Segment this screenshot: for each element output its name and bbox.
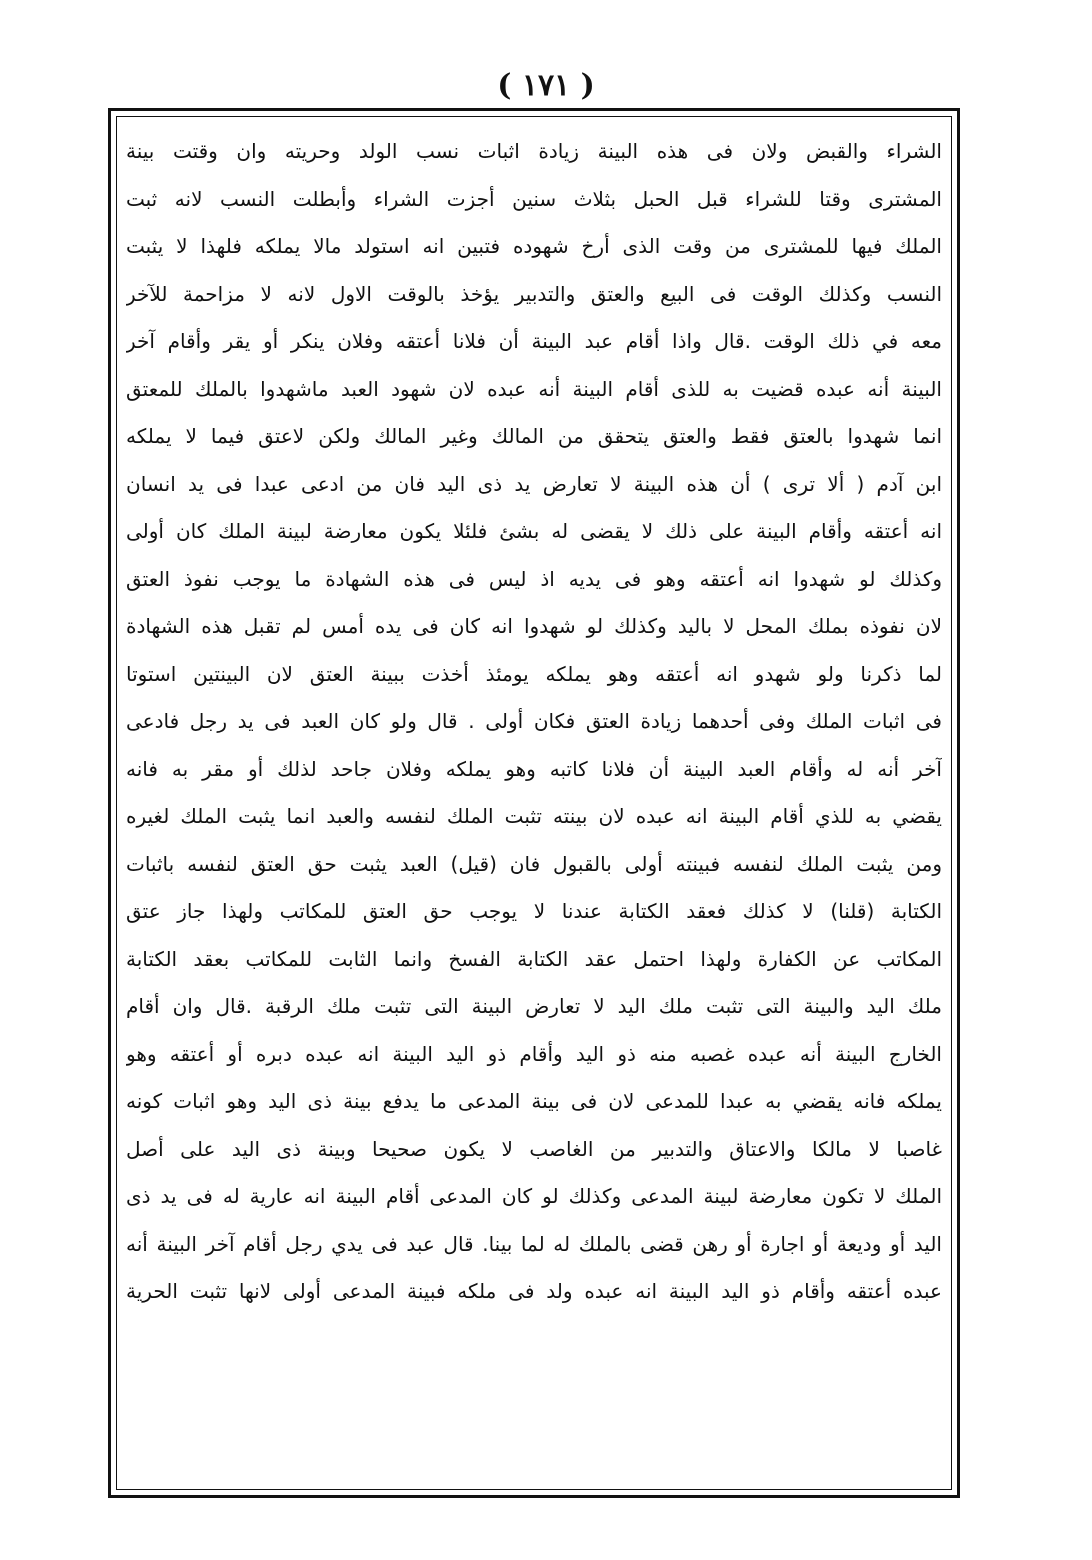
text-line: انه أعتقه وأقام البينة على ذلك لا يقضى له بشئ فلئلا يكون معارضة لبينة الملك كان أولى (126, 519, 942, 543)
text-line: يملكه فانه يقضي به عبدا للمدعى لان فى بينة المدعى ما يدفع بينة ذى اليد وهو اثبات كونه (126, 1089, 942, 1113)
text-line: ملك اليد والبينة التى تثبت ملك اليد لا تعارض البينة التى تثبت ملك الرقبة .قال وان أقام (126, 994, 942, 1018)
text-line: آخر أنه له وأقام العبد البينة أن فلانا كاتبه وهو يملكه وفلان جاحد لذلك أو مقر به فانه (126, 756, 942, 781)
text-line: وكذلك لو شهدوا انه أعتقه وهو فى يديه اذ ليس فى هذه الشهادة ما يوجب نفوذ العتق (126, 566, 942, 591)
text-line: الملك لا تكون معارضة لبينة المدعى وكذلك لو كان المدعى أقام البينة انه عارية له فى يد ذى (126, 1184, 942, 1208)
text-line: لان نفوذه بملك المحل لا باليد وكذلك لو شهدوا انه كان فى يده أمس لم تقبل هذه الشهادة (126, 614, 942, 638)
text-line: انما شهدوا بالعتق فقط والعتق يتحقق من المالك وغير المالك ولكن لاعتق فيما لا يملكه (126, 424, 942, 448)
text-line: عبده أعتقه وأقام ذو اليد البينة انه عبده ولد فى ملكه فبينة المدعى أولى لانها تثبت الحرية (126, 1279, 942, 1303)
text-line: يقضي به للذي أقام البينة انه عبده لان بينته تثبت الملك لنفسه والعبد انما يثبت الملك لغيره (126, 804, 942, 828)
text-line: الملك فيها للمشترى من وقت الذى أرخ شهوده فتبين انه استولد مالا يملكه فلهذا لا يثبت (126, 234, 942, 258)
text-line: غاصبا لا مالكا والاعتاق والتدبير من الغاصب لا يكون صحيحا وبينة ذى اليد على أصل (126, 1136, 942, 1161)
text-line: فى اثبات الملك وفى أحدهما زيادة العتق فكان أولى . قال ولو كان العبد فى يد رجل فادعى (126, 709, 942, 733)
text-line: الخارج البينة أنه عبده غصبه منه ذو اليد وأقام ذو اليد البينة انه عبده دبره أو أعتقه وهو (126, 1041, 942, 1066)
text-line: معه في ذلك الوقت .قال واذا أقام عبد البينة أن فلانا أعتقه وفلان ينكر أو يقر وأقام آخر (126, 329, 942, 353)
text-line: المشترى وقتا للشراء قبل الحبل بثلاث سنين أجزت الشراء وأبطلت النسب لانه ثبت (126, 186, 942, 211)
text-line: المكاتب عن الكفارة ولهذا احتمل عقد الكتابة الفسخ وانما الثابت للمكاتب بعقد الكتابة (126, 946, 942, 971)
text-line: اليد أو وديعة أو اجارة أو رهن قضى بالملك له لما بينا. قال عبد فى يدي رجل أقام آخر البينة أنه (126, 1231, 942, 1256)
text-line: البينة أنه عبده قضيت به للذى أقام البينة أنه عبده لان شهود العبد ماشهدوا بالملك للمعتق (126, 376, 942, 401)
page-number: ( ١٧١ ) (497, 68, 595, 103)
text-line: ومن يثبت الملك لنفسه فبينته أولى بالقبول فان (قيل) العبد يثبت حق العتق لنفسه باثبات (126, 851, 942, 876)
text-line: النسب وكذلك الوقت فى البيع والعتق والتدبير يؤخذ بالوقت الاول لانه لا مزاحمة للآخر (126, 281, 942, 306)
text-line: الكتابة (قلنا) لا كذلك فعقد الكتابة عندنا لا يوجب حق العتق للمكاتب ولهذا جاز عتق (126, 899, 942, 923)
text-line: ابن آدم ( ألا ترى ) أن هذه البينة لا تعارض يد ذى اليد فان من ادعى عبدا فى يد انسان (126, 471, 942, 496)
text-line: لما ذكرنا ولو شهدو انه أعتقه وهو يملكه يومئذ أخذت ببينة العتق لان البينتين استوتا (126, 661, 942, 686)
text-line: الشراء والقبض ولان فى هذه البينة زيادة اثبات نسب الولد وحريته وان وقتت بينة (126, 139, 942, 163)
main-text (126, 128, 942, 1316)
